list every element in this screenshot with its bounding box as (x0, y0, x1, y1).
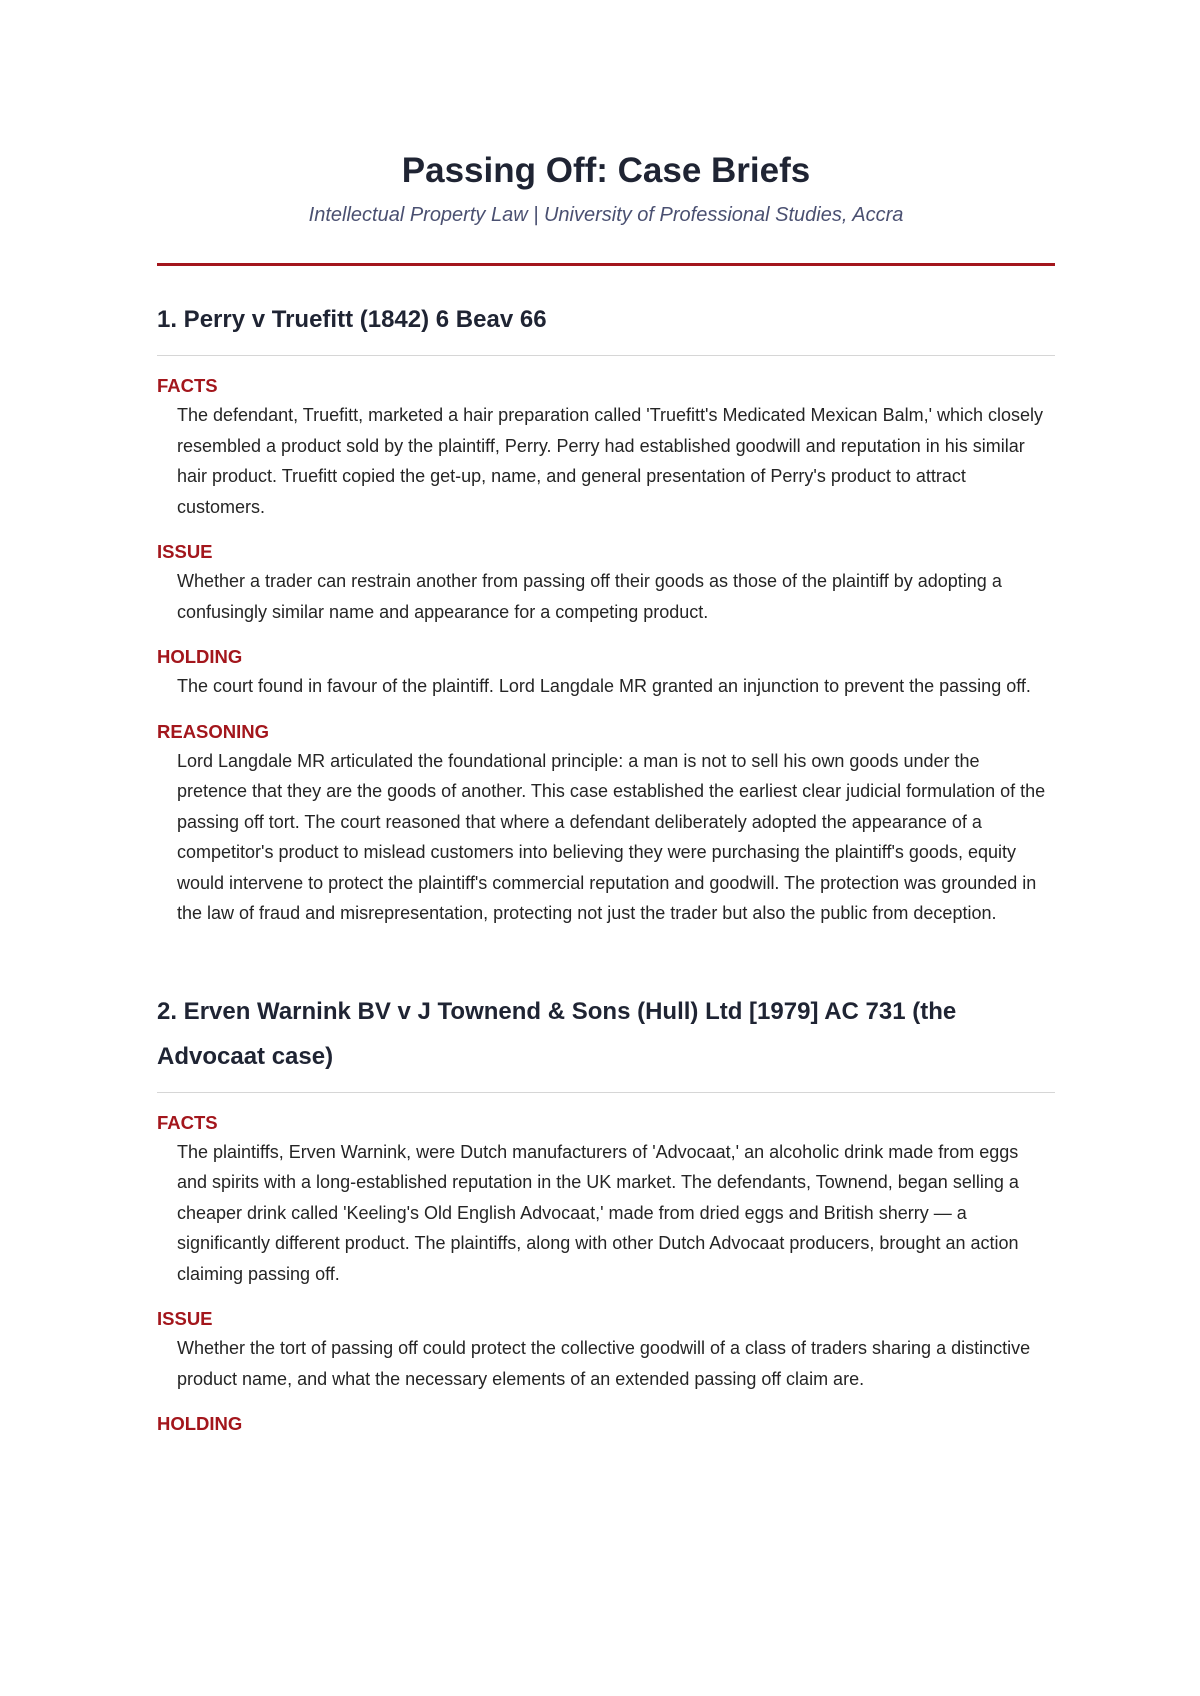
title-divider (157, 263, 1055, 266)
case-section-reasoning (157, 720, 1055, 929)
case-heading: 2. Erven Warnink BV v J Townend & Sons (Hull) Ltd [1979] AC 731 (the Advocaat case) (157, 997, 957, 1070)
section-label: REASONING (157, 720, 270, 742)
case-brief (157, 297, 1055, 929)
case-heading: 1. Perry v Truefitt (1842) 6 Beav 66 (157, 306, 547, 333)
page-subtitle: Intellectual Property Law | University of Professional Studies, Accra (308, 204, 904, 226)
page-title: Passing Off: Case Briefs (401, 151, 811, 190)
section-label: ISSUE (157, 1308, 213, 1329)
case-section-facts (157, 374, 1055, 522)
case-brief (157, 989, 1055, 1437)
case-divider (157, 1092, 1055, 1093)
section-text: Whether the tort of passing off could protect the collective goodwill of a class of traders sharing a distinctive product name, and what the necessary elements of an extended passing off claim are. (177, 1338, 1031, 1389)
section-text: Whether a trader can restrain another from passing off their goods as those of the plaintiff by adopting a confusingly similar name and appearance for a competing product. (177, 571, 1002, 622)
section-label: HOLDING (157, 1413, 243, 1434)
case-section-holding (157, 645, 1055, 702)
section-label: FACTS (157, 1111, 218, 1133)
case-section-holding (157, 1412, 1055, 1436)
case-section-issue (157, 1307, 1055, 1394)
section-text: Lord Langdale MR articulated the foundational principle: a man is not to sell his own goods under the pretence that they are the goods of another. This case established the earliest clear judicial formulation of the passing off tort. The court reasoned that where a defendant deliberately adopted the appearance of a competitor's product to mislead customers into believing they were purchasing the plaintiff's goods, equity would intervene to protect the plaintiff's commercial reputation and goodwill. The protection was grounded in the law of fraud and misrepresentation, protecting not just the trader but also the public from deception. (177, 750, 1046, 923)
case-divider (157, 355, 1055, 356)
section-label: FACTS (157, 375, 218, 396)
section-label: HOLDING (157, 646, 243, 667)
case-section-facts (157, 1111, 1055, 1290)
section-text: The defendant, Truefitt, marketed a hair preparation called 'Truefitt's Medicated Mexican Balm,' which closely resembled a product sold by the plaintiff, Perry. Perry had established goodwill and reputation in his similar hair product. Truefitt copied the get-up, name, and general presentation of Perry's product to attract customers. (177, 405, 1044, 517)
section-text: The court found in favour of the plaintiff. Lord Langdale MR granted an injunction to prevent the passing off. (177, 676, 1031, 696)
section-text: The plaintiffs, Erven Warnink, were Dutch manufacturers of 'Advocaat,' an alcoholic drink made from eggs and spirits with a long-established reputation in the UK market. The defendants, Townend, began selling a cheaper drink called 'Keeling's Old English Advocaat,' made from dried eggs and British sherry — a significantly different product. The plaintiffs, along with other Dutch Advocaat producers, brought an action claiming passing off. (177, 1141, 1019, 1284)
document-page (157, 150, 1055, 1438)
section-label: ISSUE (157, 541, 213, 562)
case-section-issue (157, 540, 1055, 627)
